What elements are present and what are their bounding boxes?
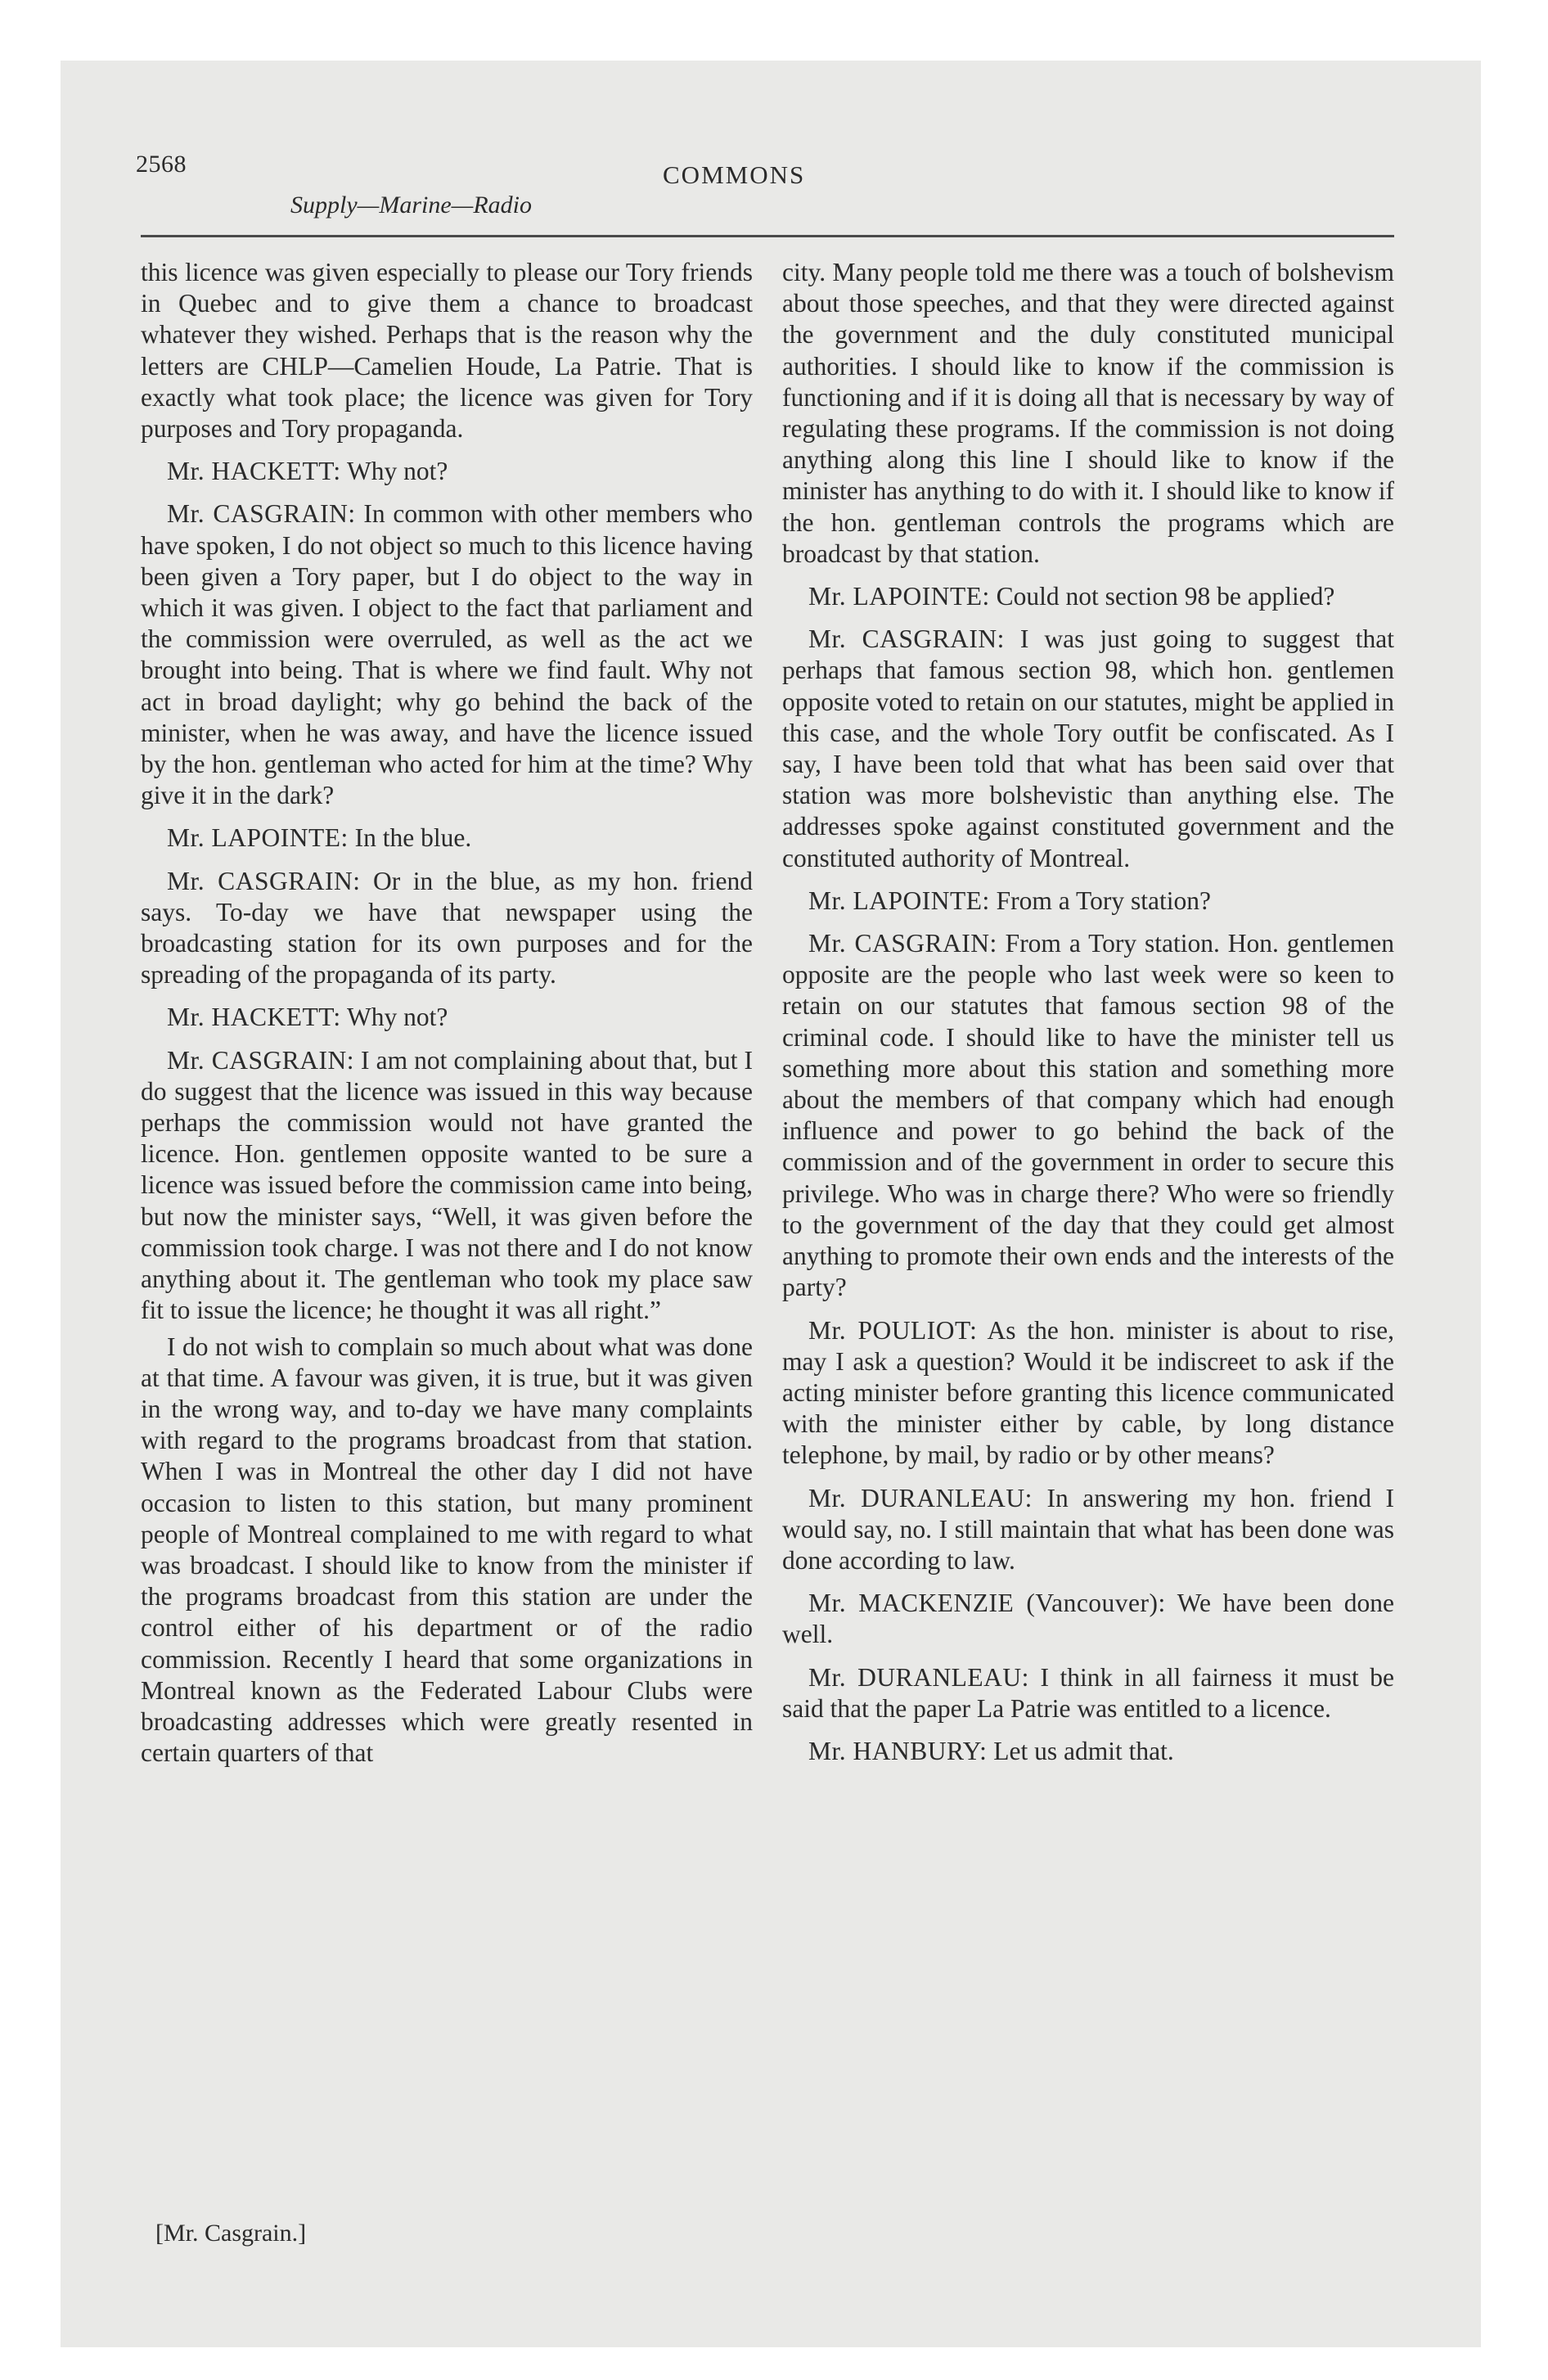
speech-text: Or in the blue, as my hon. friend says. To-day we have that newspaper using the broadcasting station for its own purposes and for the spreading of the propaganda of its party. — [141, 866, 753, 989]
speaker-name: Mr. CASGRAIN: — [167, 1045, 354, 1075]
speech-text: I think in all fairness it must be said that the paper La Patrie was entitled to a licence. — [782, 1662, 1394, 1723]
right-column — [782, 257, 1394, 1767]
paragraph — [782, 1483, 1394, 1577]
paragraph — [141, 498, 753, 811]
speaker-name: Mr. LAPOINTE: — [808, 582, 990, 611]
speech-text: From a Tory station. Hon. gentlemen opposite are the people who last week were so keen to retain on our statutes that famous section 98 of the criminal code. I should like to have the minister tell us something more about this station and something more about the members of that company which had enough influence and power to go behind the back of the commission and of the government in order to secure this privilege. Who was in charge there? Who were so friendly to the government of the day that they could get almost anything to promote their own ends and the interests of the party? — [782, 929, 1394, 1302]
paragraph — [782, 1315, 1394, 1472]
speech-text: Could not section 98 be applied? — [989, 582, 1335, 611]
speaker-name: Mr. LAPOINTE: — [808, 886, 990, 915]
speech-text: I was just going to suggest that perhaps that famous section 98, which hon. gentlemen opposite voted to retain on our statutes, might be applied in this case, and the whole Tory outfit be confiscated. As I say, I have been told that what has been said over that station was more bolshevistic than anything else. The addresses spoke against constituted government and the constituted authority of Montreal. — [782, 624, 1394, 872]
speaker-name: Mr. HACKETT: — [167, 457, 341, 486]
paragraph — [141, 823, 753, 854]
speaker-name: Mr. DURANLEAU: — [808, 1483, 1033, 1512]
speaker-name: Mr. CASGRAIN: — [808, 624, 1005, 654]
speech-text: We have been done well. — [782, 1589, 1394, 1649]
speaker-name: Mr. MACKENZIE (Vancouver): — [808, 1589, 1166, 1618]
speaker-name: Mr. POULIOT: — [808, 1315, 978, 1345]
speaker-name: Mr. HANBURY: — [808, 1736, 988, 1765]
speaker-name: Mr. DURANLEAU: — [808, 1662, 1029, 1692]
paragraph — [782, 928, 1394, 1303]
paragraph — [141, 1045, 753, 1327]
paragraph: this licence was given especially to please our Tory friends in Quebec and to give them a chance to broadcast whatever they wished. Perhaps that is the reason why the letters are CHLP—Camelien Houde, La Patrie. That is exactly what took place; the licence was given for Tory purposes and Tory propaganda. — [141, 258, 753, 444]
speech-text: As the hon. minister is about to rise, may I ask a question? Would it be indiscreet to ask if the acting minister before granting this licence communicated with the minister either by cable, by long distance telephone, by mail, by radio or by other means? — [782, 1315, 1394, 1470]
speech-text: Why not? — [340, 1003, 448, 1032]
paragraph — [141, 456, 753, 487]
speech-text: From a Tory station? — [989, 886, 1211, 915]
paragraph — [782, 624, 1394, 874]
speaker-name: Mr. HACKETT: — [167, 1003, 341, 1032]
speech-text: In answering my hon. friend I would say, no. I still maintain that what has been done was done according to law. — [782, 1483, 1394, 1575]
paragraph: city. Many people told me there was a touch of bolshevism about those speeches, and that they were directed against the government and the duly constituted municipal authorities. I should like to know if the commission is functioning and if it is doing all that is necessary by way of regulating these programs. If the commission is not doing anything along this line I should like to know if the minister has anything to do with it. I should like to know if the hon. gentleman controls the programs which are broadcast by that station. — [782, 258, 1394, 568]
speaker-name: Mr. CASGRAIN: — [167, 866, 361, 895]
paragraph — [782, 1736, 1394, 1767]
speech-text: In the blue. — [348, 823, 472, 853]
paragraph — [782, 886, 1394, 917]
paragraph — [782, 1588, 1394, 1650]
speaker-name: Mr. LAPOINTE: — [167, 823, 349, 853]
page-number: 2568 — [136, 151, 187, 178]
paragraph — [782, 1662, 1394, 1724]
paragraph — [141, 866, 753, 991]
section-heading: Supply—Marine—Radio — [290, 192, 532, 219]
left-column — [141, 257, 753, 1769]
speaker-attribution: [Mr. Casgrain.] — [155, 2220, 307, 2247]
speech-text: In common with other members who have spoken, I do not object so much to this licence having been given a Tory paper, but I do object to the way in which it was given. I object to the fact that parliament and the commission were overruled, as well as the act we brought into being. That is where we find fault. Why not act in broad daylight; why go behind the back of the minister, when he was away, and have the licence issued by the hon. gentleman who acted for him at the time? Why give it in the dark? — [141, 499, 753, 810]
paragraph — [782, 581, 1394, 612]
running-head: COMMONS — [663, 160, 806, 189]
speaker-name: Mr. CASGRAIN: — [808, 929, 997, 958]
speech-text: I am not complaining about that, but I do suggest that the licence was issued in this way because perhaps the commission would not have granted the licence. Hon. gentlemen opposite wanted to be sure a licence was issued before the commission came into being, but now the minister says, “Well, it was given before the commission took charge. I was not there and I do not know anything about it. The gentleman who took my place saw fit to issue the licence; he thought it was all right.” — [141, 1045, 753, 1325]
speaker-name: Mr. CASGRAIN: — [167, 499, 356, 529]
paragraph: I do not wish to complain so much about what was done at that time. A favour was given, it is true, but it was given in the wrong way, and to-day we have many complaints with regard to the programs broadcast from that station. When I was in Montreal the other day I did not have occasion to listen to this station, but many prominent people of Montreal complained to me with regard to what was broadcast. I should like to know from the minister if the programs broadcast from this station are under the control either of his department or of the radio commission. Recently I heard that some organizations in Montreal known as the Federated Labour Clubs were broadcasting addresses which were greatly resented in certain quarters of that — [141, 1332, 753, 1768]
speech-text: Let us admit that. — [987, 1736, 1174, 1765]
header-rule — [141, 235, 1394, 237]
paragraph — [141, 1002, 753, 1033]
speech-text: Why not? — [340, 457, 448, 486]
